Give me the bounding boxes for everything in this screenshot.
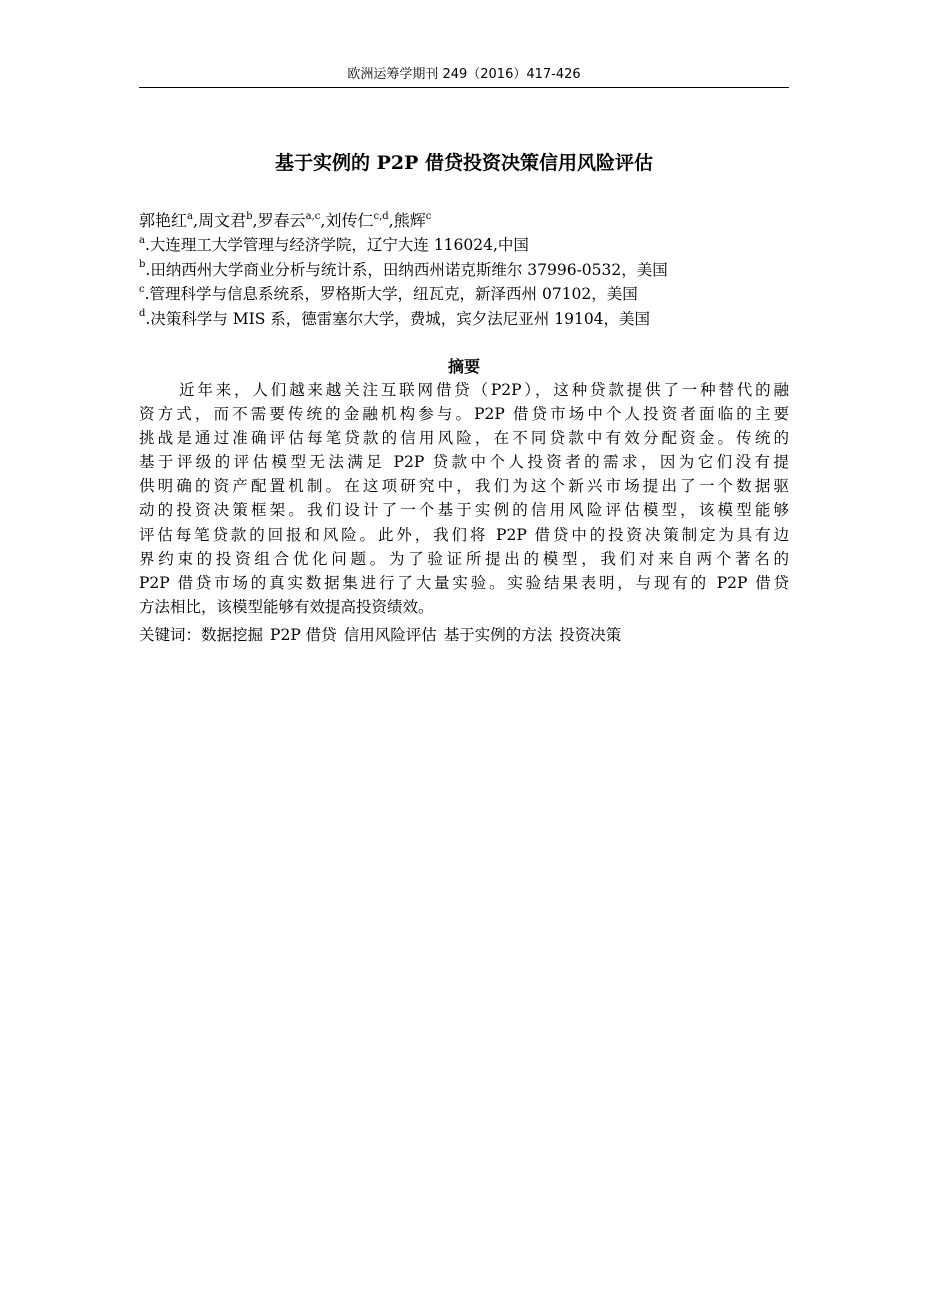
abstract-line: P2P 借贷市场的真实数据集进行了大量实验。实验结果表明，与现有的 P2P 借贷 — [139, 573, 789, 592]
author: 周文君$^b$ — [198, 210, 253, 230]
affiliation: $^c$.管理科学与信息系统系，罗格斯大学，纽瓦克，新泽西州 07102，美国 — [139, 283, 638, 303]
running-header: 欧洲运筹学期刊 249（2016）417-426 — [347, 67, 581, 82]
keywords — [139, 623, 789, 647]
keyword: 基于实例的方法 — [443, 626, 553, 644]
affiliation: $^d$.决策科学与 MIS 系，德雷塞尔大学，费城，宾夕法尼亚州 19104，美国 — [139, 308, 651, 328]
abstract-line: 挑战是通过准确评估每笔贷款的信用风险，在不同贷款中有效分配资金。传统的 — [139, 429, 789, 448]
affiliation: $^b$.田纳西州大学商业分析与统计系，田纳西州诺克斯维尔 37996-0532，美国 — [139, 259, 668, 279]
author: 郭艳红$^a$ — [139, 210, 193, 230]
keywords-label: 关键词： — [139, 626, 202, 644]
abstract-line: 近年来，人们越来越关注互联网借贷（P2P），这种贷款提供了一种替代的融 — [179, 381, 789, 399]
author: 刘传仁$^{c,d}$ — [325, 210, 389, 230]
affiliation: $^a$.大连理工大学管理与经济学院，辽宁大连 116024,中国 — [139, 234, 529, 254]
abstract-line: 评估每笔贷款的回报和风险。此外，我们将 P2P 借贷中的投资决策制定为具有边 — [139, 525, 789, 544]
abstract-body — [139, 378, 789, 619]
abstract-line: 界约束的投资组合优化问题。为了验证所提出的模型，我们对来自两个著名的 — [139, 549, 789, 568]
author-affiliation-mark: c,d — [373, 210, 389, 222]
keyword: 数据挖掘 — [201, 626, 264, 644]
affiliation-mark: d — [139, 308, 146, 320]
author: 熊辉$^c$ — [393, 210, 432, 230]
abstract-line: 供明确的资产配置机制。在这项研究中，我们为这个新兴市场提出了一个数据驱 — [139, 477, 789, 496]
affiliation-list — [139, 233, 789, 331]
abstract-line: 资方式，而不需要传统的金融机构参与。P2P 借贷市场中个人投资者面临的主要 — [139, 405, 789, 424]
author-affiliation-mark: b — [246, 210, 253, 222]
header-rule — [139, 87, 789, 88]
abstract-line: 基于评级的评估模型无法满足 P2P 贷款中个人投资者的需求，因为它们没有提 — [139, 453, 789, 472]
keyword: 信用风险评估 — [343, 626, 437, 644]
author: 罗春云$^{a,c}$ — [257, 210, 321, 230]
abstract-line: 方法相比，该模型能够有效提高投资绩效。 — [139, 597, 434, 616]
affiliation-mark: b — [139, 259, 146, 271]
keyword: 投资决策 — [559, 626, 622, 644]
affiliation-mark: a — [139, 234, 145, 246]
author-affiliation-mark: c — [425, 210, 432, 222]
paper-title: 基于实例的 P2P 借贷投资决策信用风险评估 — [274, 152, 654, 174]
abstract-heading: 摘要 — [447, 357, 480, 376]
author-affiliation-mark: a — [187, 210, 193, 222]
author-affiliation-mark: a,c — [305, 210, 321, 222]
affiliation-mark: c — [139, 283, 145, 295]
abstract-line: 动的投资决策框架。我们设计了一个基于实例的信用风险评估模型，该模型能够 — [139, 501, 789, 520]
author-list: 郭艳红$^a$,周文君$^b$,罗春云$^{a,c}$,刘传仁$^{c,d}$,熊辉$^c$ — [139, 210, 432, 230]
keyword: P2P 借贷 — [270, 626, 337, 644]
